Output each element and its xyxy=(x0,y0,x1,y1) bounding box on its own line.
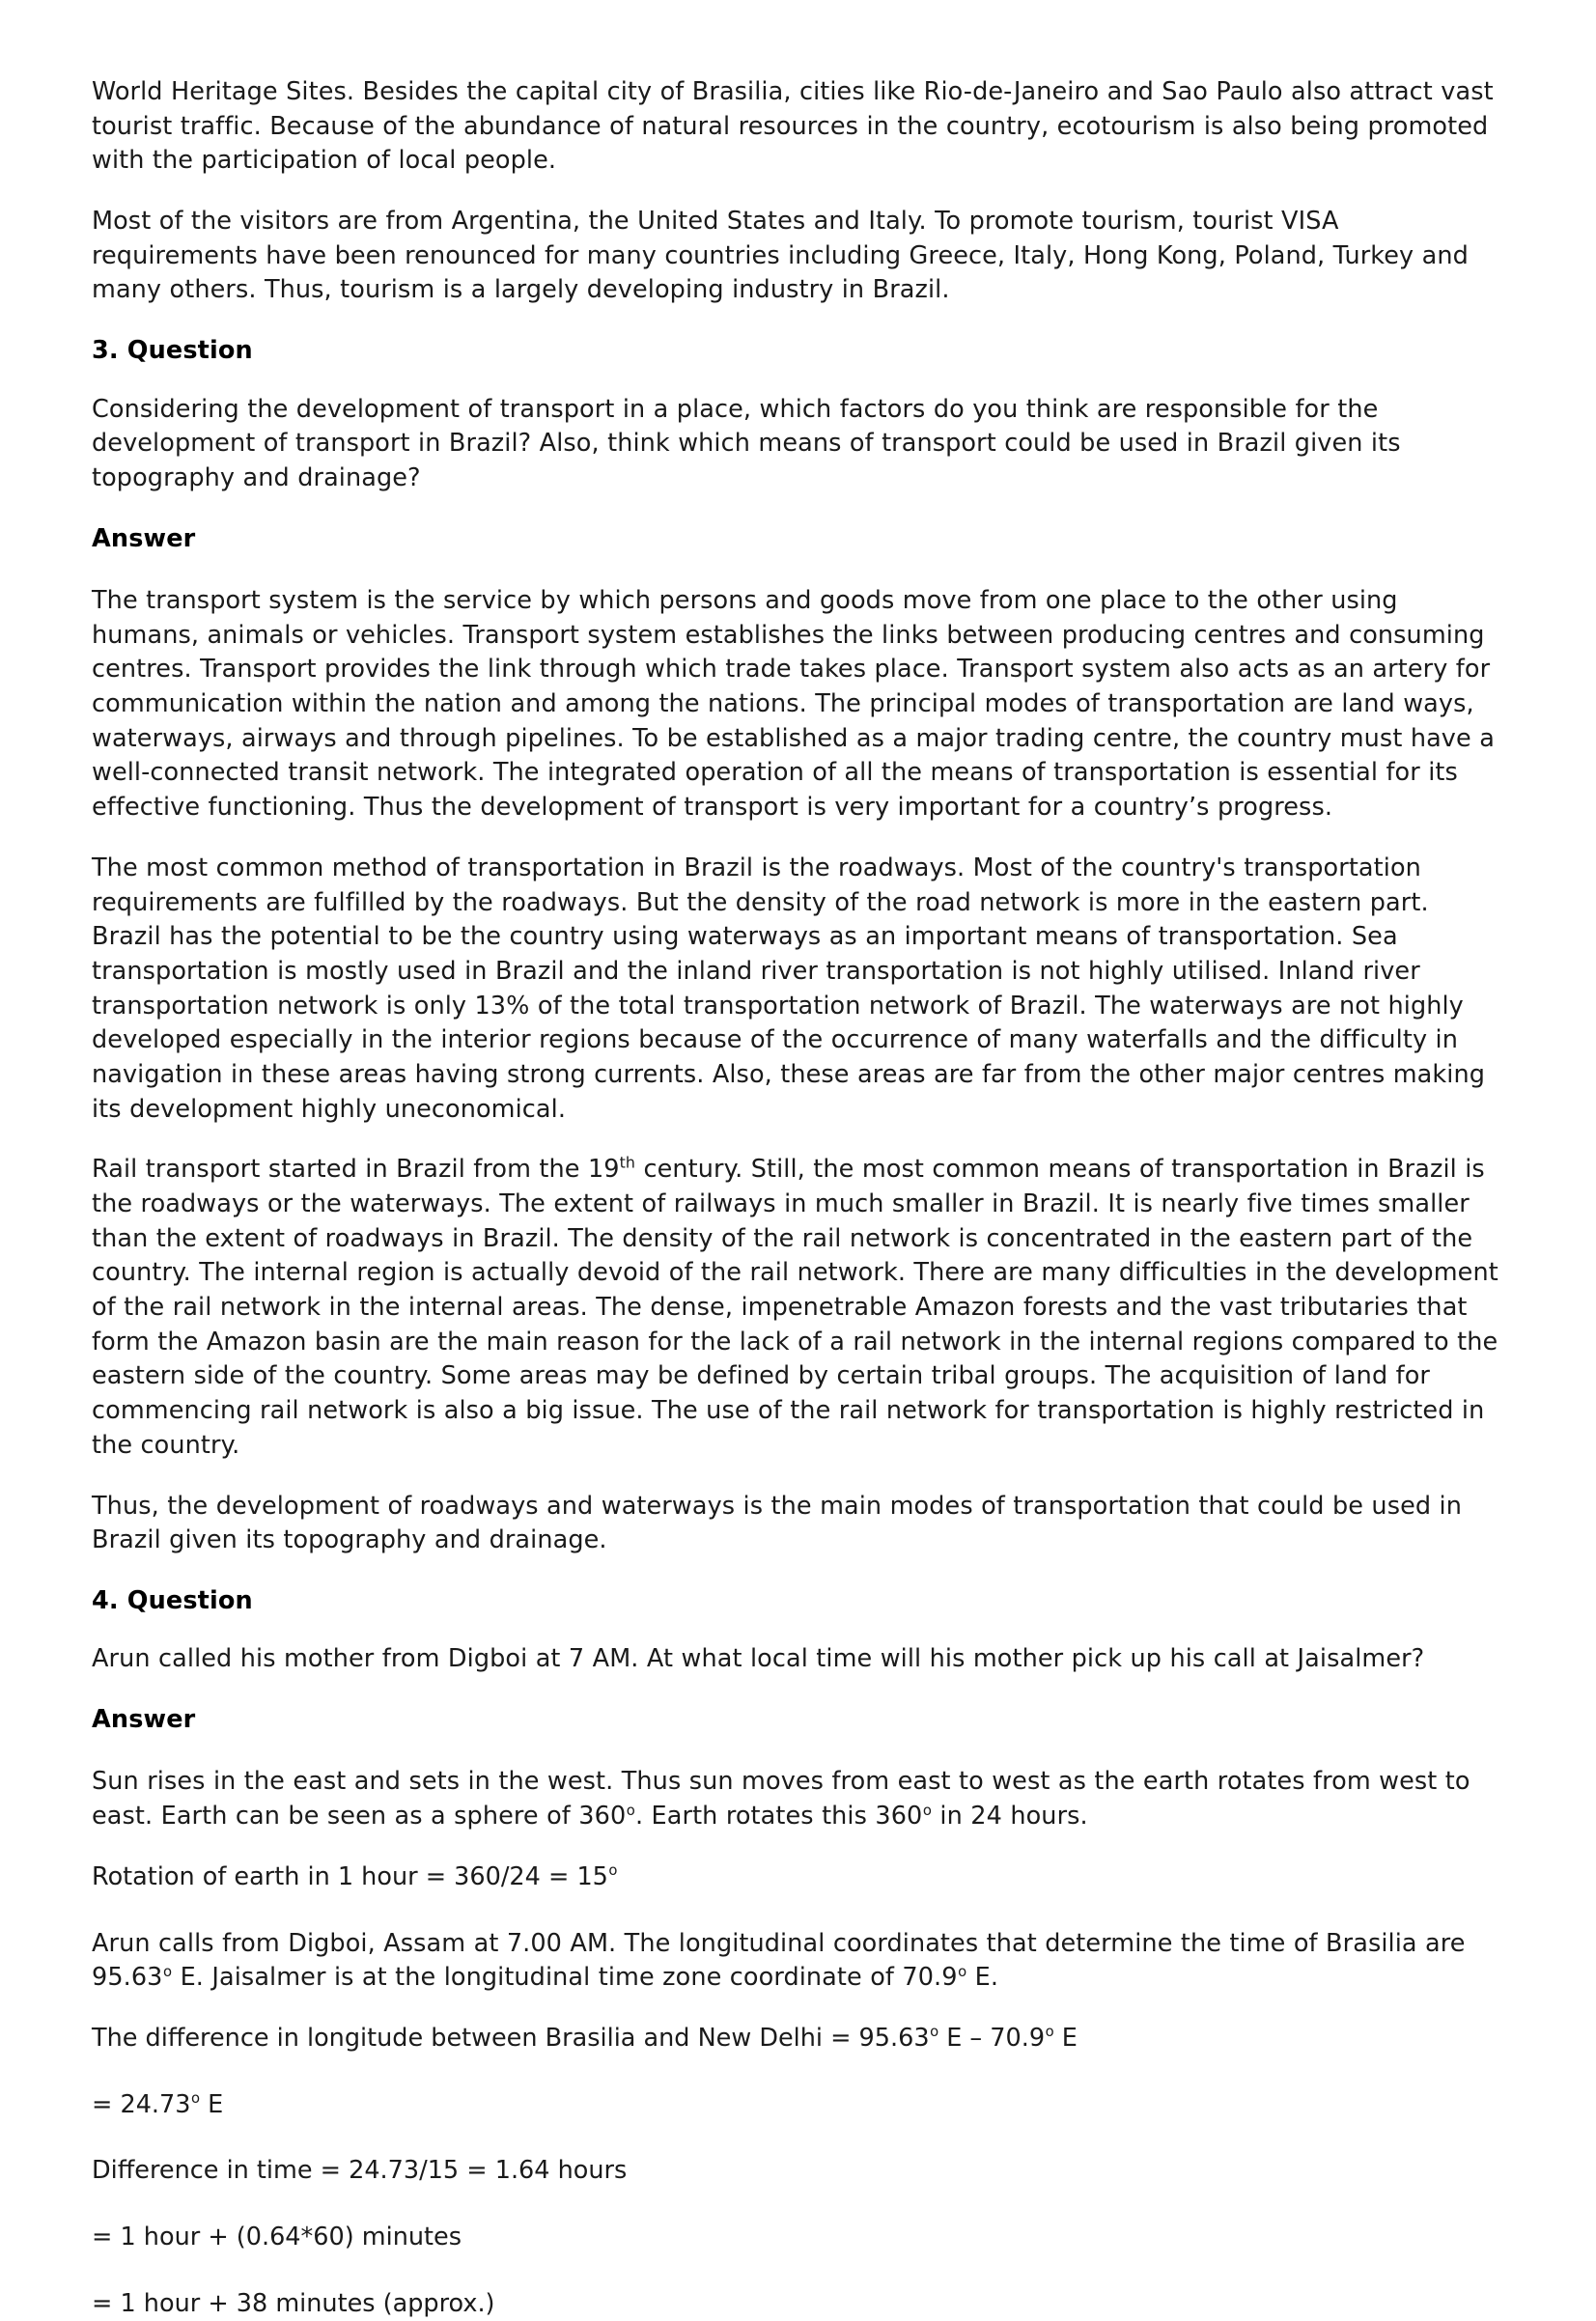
heading-question-3: 3. Question xyxy=(92,336,253,366)
paragraph-question-4-text: Arun called his mother from Digboi at 7 AM. At what local time will his mother pick up his call at Jaisalmer? xyxy=(92,1644,1425,1674)
degree-symbol-icon: o xyxy=(1045,2024,1054,2041)
paragraph-answer-4-sun-rotation xyxy=(92,1765,1504,1833)
paragraph-answer-3-roadways: The most common method of transportation in Brazil is the roadways. Most of the country's transportation requirements are fulfilled by the roadways. But the density of the road network is more in the eastern part. Brazil has the potential to be the country using waterways as an important means of transportation. Sea transportation is mostly used in Brazil and the inland river transportation is not highly utilised. Inland river transportation network is only 13% of the total transportation network of Brazil. The waterways are not highly developed especially in the interior regions because of the occurrence of many waterfalls and the difficulty in navigation in these areas having strong currents. Also, these areas are far from the other major centres making its development highly uneconomical. xyxy=(92,853,1485,1124)
coords-text-a: Arun calls from Digboi, Assam at 7.00 AM. The longitudinal coordinates that determine the time of Brasilia are 95.63 xyxy=(92,1928,1466,1993)
paragraph-answer-3-conclusion: Thus, the development of roadways and waterways is the main modes of transportation that could be used in Brazil given its topography and drainage. xyxy=(92,1491,1463,1555)
degree-symbol-icon: o xyxy=(930,2024,939,2041)
rail-text-post: century. Still, the most common means of transportation in Brazil is the roadways or the waterways. The extent of railways in much smaller in Brazil. It is nearly five times smaller than the extent of roadways in Brazil. The density of the rail network is concentrated in the eastern part of the country. The internal region is actually devoid of the rail network. There are many difficulties in the development of the rail network in the internal areas. The dense, impenetrable Amazon forests and the vast tributaries that form the Amazon basin are the main reason for the lack of a rail network in the internal regions compared to the eastern side of the country. Some areas may be defined by certain tribal groups. The acquisition of land for commencing rail network is also a big issue. The use of the rail network for transportation is highly restricted in the country. xyxy=(92,1155,1498,1460)
math-line-longitude-difference xyxy=(92,2022,1504,2056)
heading-question-4: 4. Question xyxy=(92,1585,253,1615)
coords-text-b: E. Jaisalmer is at the longitudinal time zone coordinate of 70.9 xyxy=(172,1963,958,1993)
math-line-longitude-result xyxy=(92,2088,1504,2123)
degree-symbol-icon: o xyxy=(163,1963,173,1980)
paragraph-answer-4-coordinates xyxy=(92,1927,1504,1996)
heading-answer-4: Answer xyxy=(92,1705,196,1735)
sun-text-a: Sun rises in the east and sets in the west. Thus sun moves from east to west as the earth rotates from west to east. Earth can be seen as a sphere of 360 xyxy=(92,1767,1470,1832)
longdiff-text-a: The difference in longitude between Brasilia and New Delhi = 95.63 xyxy=(92,2023,930,2053)
paragraph-intro-visitors: Most of the visitors are from Argentina, the United States and Italy. To promote tourism, tourist VISA requirements have been renounced for many countries including Greece, Italy, Hong Kong, Poland, Turkey and many others. Thus, tourism is a largely developing industry in Brazil. xyxy=(92,207,1469,305)
degree-symbol-icon: o xyxy=(626,1802,635,1819)
rotation-text: Rotation of earth in 1 hour = 360/24 = 15 xyxy=(92,1861,608,1891)
paragraph-answer-3-transport-system: The transport system is the service by which persons and goods move from one place to the other using humans, animals or vehicles. Transport system establishes the links between producing centres and consuming centres. Transport provides the link through which trade takes place. Transport system also acts as an artery for communication within the nation and among the nations. The principal modes of transportation are land ways, waterways, airways and through pipelines. To be established as a major trading centre, the country must have a well-connected transit network. The integrated operation of all the means of transportation is essential for its effective functioning. Thus the development of transport is very important for a country’s progress. xyxy=(92,586,1495,823)
result-text-a: = 24.73 xyxy=(92,2089,191,2119)
paragraph-question-3-text: Considering the development of transport in a place, which factors do you think are responsible for the development of transport in Brazil? Also, think which means of transport could be used in Brazil given its topography and drainage? xyxy=(92,394,1401,492)
document-body xyxy=(92,75,1504,2321)
heading-answer-3: Answer xyxy=(92,523,196,553)
degree-symbol-icon: o xyxy=(958,1963,967,1980)
paragraph-answer-3-rail-transport xyxy=(92,1153,1504,1463)
coords-text-c: E. xyxy=(966,1963,999,1993)
degree-symbol-icon: o xyxy=(190,2090,201,2108)
sun-text-c: in 24 hours. xyxy=(932,1802,1088,1832)
result-text-b: E xyxy=(200,2089,224,2119)
math-line-final-approx: = 1 hour + 38 minutes (approx.) xyxy=(92,2288,495,2318)
degree-symbol-icon: o xyxy=(922,1802,933,1819)
degree-symbol-icon: o xyxy=(608,1862,618,1880)
rail-text-pre: Rail transport started in Brazil from the 19 xyxy=(92,1155,620,1185)
sun-text-b: . Earth rotates this 360 xyxy=(634,1802,923,1832)
paragraph-intro-heritage-sites: World Heritage Sites. Besides the capital city of Brasilia, cities like Rio-de-Janeiro and Sao Paulo also attract vast tourist traffic. Because of the abundance of natural resources in the country, ecotourism is also being promoted with the participation of local people. xyxy=(92,77,1494,176)
math-line-hour-plus-minutes: = 1 hour + (0.64*60) minutes xyxy=(92,2222,462,2251)
longdiff-text-c: E xyxy=(1053,2023,1078,2053)
math-line-rotation-per-hour xyxy=(92,1860,1504,1895)
math-line-time-difference: Difference in time = 24.73/15 = 1.64 hours xyxy=(92,2156,628,2186)
ordinal-suffix-th: th xyxy=(619,1153,636,1172)
longdiff-text-b: E – 70.9 xyxy=(938,2023,1046,2053)
